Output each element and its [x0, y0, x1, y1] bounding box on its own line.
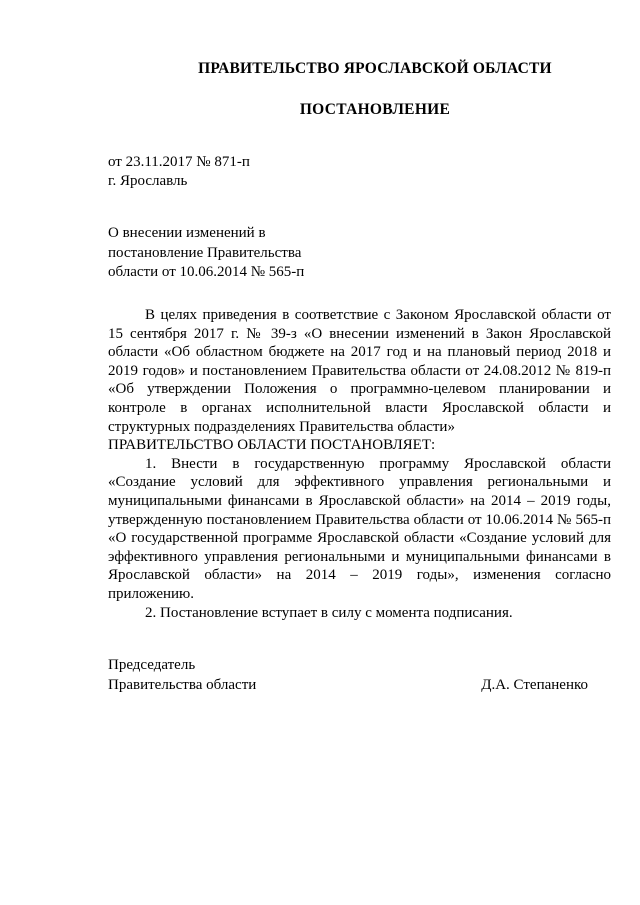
signature-block [108, 656, 588, 695]
item-1-paragraph: 1. Внести в государственную программу Ярославской области «Создание условий для эффективного управления региональными и муниципальными финансами в Ярославской области» на 2014 – 2019 годы, утвержденную постановлением Правительства области от 10.06.2014 № 565-п «О государственной программе Ярославской области «Создание условий для эффективного управления региональными и муниципальными финансами в Ярославской области» на 2014 – 2019 годы», изменения согласно приложению. [108, 455, 611, 602]
organization-title: ПРАВИТЕЛЬСТВО ЯРОСЛАВСКОЙ ОБЛАСТИ [198, 60, 552, 77]
signer-title-line-1: Председатель [108, 657, 196, 673]
preamble-paragraph: В целях приведения в соответствие с Законом Ярославской области от 15 сентября 2017 г. № 39-з «О внесении изменений в Закон Ярославской области «Об областном бюджете на 2017 год и на плановый период 2018 и 2019 годов» и постановлением Правительства области от 24.08.2012 № 819-п «Об утверждении Положения о программно-целевом планировании и контроле в органах исполнительной власти Ярославской области и структурных подразделениях Правительства области» [108, 307, 611, 435]
date-number: от 23.11.2017 № 871-п [108, 154, 250, 170]
document-meta [108, 153, 250, 191]
resolves-heading: ПРАВИТЕЛЬСТВО ОБЛАСТИ ПОСТАНОВЛЯЕТ: [108, 437, 436, 454]
subject-line-1: О внесении изменений в [108, 225, 266, 241]
signer-name: Д.А. Степаненко [481, 676, 588, 693]
signer-title-line-2: Правительства области [108, 676, 257, 693]
signature-row [108, 676, 588, 696]
subject-line-3: области от 10.06.2014 № 565-п [108, 264, 305, 280]
item-2-paragraph: 2. Постановление вступает в силу с момента подписания. [145, 604, 513, 621]
document-subject [108, 224, 304, 283]
document-type-heading: ПОСТАНОВЛЕНИЕ [299, 101, 451, 118]
city: г. Ярославль [108, 173, 188, 189]
subject-line-2: постановление Правительства [108, 244, 302, 261]
document-body [108, 306, 611, 622]
